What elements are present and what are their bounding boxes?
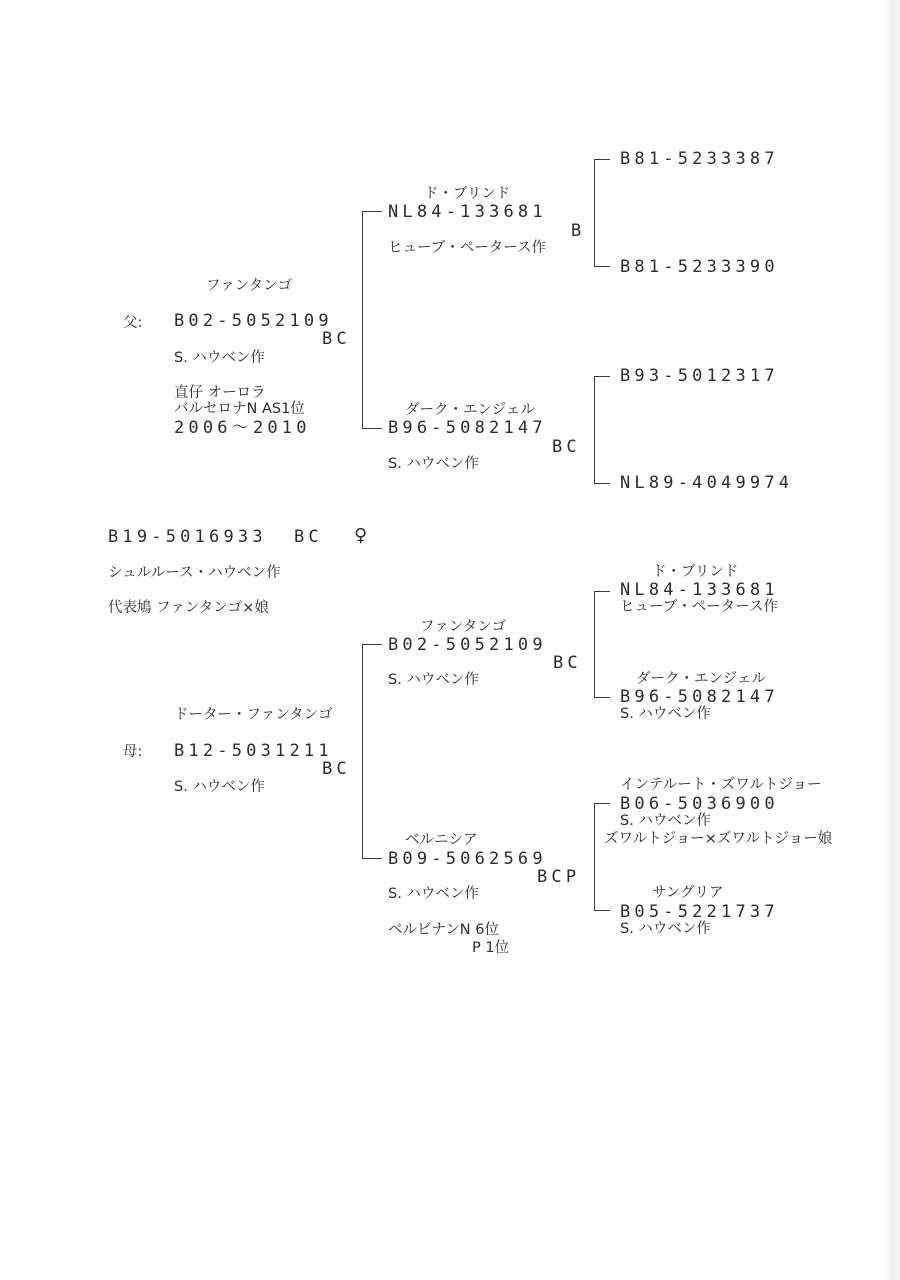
sire-mother-color: BC (552, 437, 581, 457)
dam-mother-sire-note: ズワルトジョー×ズワルトジョー娘 (604, 831, 833, 847)
sire-mother-bracket-top (594, 376, 610, 377)
dam-bracket-bottom (362, 858, 382, 859)
sire-father-name: ド・ブリンド (424, 186, 511, 202)
sire-breeder: S. ハウベン作 (174, 350, 265, 366)
dam-father-dam-name: ダーク・エンジェル (636, 671, 766, 687)
subject-sex-symbol: ♀ (354, 525, 368, 546)
dam-mother-result-1: ベルビナンN 6位 (388, 922, 499, 938)
dam-mother-sire-name: インテルート・ズワルトジョー (620, 777, 822, 793)
dam-role-label: 母: (123, 744, 143, 760)
dam-father-bracket-bottom (594, 697, 610, 698)
page-edge-shadow (886, 0, 900, 1280)
dam-mother-bracket-bottom (594, 910, 610, 911)
dam-father-sire-name: ド・ブリンド (652, 564, 739, 580)
sire-color: BC (322, 329, 351, 349)
subject-breeder: シュルルース・ハウベン作 (108, 565, 281, 581)
sire-bracket-vertical (362, 211, 363, 429)
sire-mother-breeder: S. ハウベン作 (388, 456, 479, 472)
sire-father-bracket-vertical (594, 159, 595, 267)
dam-father-sire-ring: NL84-133681 (620, 580, 779, 600)
dam-bracket-top (362, 644, 382, 645)
dam-bracket-vertical (362, 644, 363, 859)
subject-color: BC (294, 527, 323, 547)
dam-father-dam-breeder: S. ハウベン作 (620, 706, 711, 722)
dam-ring: B12-5031211 (174, 741, 333, 761)
dam-father-dam-ring: B96-5082147 (620, 687, 779, 707)
dam-mother-dam-breeder: S. ハウベン作 (620, 921, 711, 937)
dam-mother-sire-ring: B06-5036900 (620, 794, 779, 814)
dam-mother-sire-breeder: S. ハウベン作 (620, 813, 711, 829)
dam-father-color: BC (553, 653, 582, 673)
subject-note: 代表鳩 ファンタンゴ×娘 (108, 600, 269, 616)
sire-name: ファンタンゴ (206, 278, 293, 294)
dam-mother-bracket-vertical (594, 803, 595, 911)
dam-mother-result-2: P 1位 (472, 940, 510, 956)
dam-father-ring: B02-5052109 (388, 635, 547, 655)
dam-father-sire-breeder: ヒューブ・ペータース作 (620, 599, 779, 615)
sire-mother-mother-ring: NL89-4049974 (620, 473, 794, 493)
dam-mother-name: ベルニシア (405, 832, 478, 848)
sire-remark-2: バルセロナN AS1位 (174, 401, 305, 417)
dam-mother-bracket-top (594, 803, 610, 804)
sire-mother-bracket-vertical (594, 376, 595, 484)
sire-father-father-ring: B81-5233387 (620, 149, 779, 169)
dam-father-bracket-top (594, 591, 610, 592)
sire-father-bracket-bottom (594, 266, 610, 267)
dam-father-breeder: S. ハウベン作 (388, 672, 479, 688)
sire-father-bracket-top (594, 159, 610, 160)
sire-ring: B02-5052109 (174, 311, 333, 331)
sire-role-label: 父: (123, 315, 143, 331)
sire-remark-3: 2006～2010 (174, 418, 311, 438)
sire-father-color: B (571, 221, 586, 241)
dam-mother-ring: B09-5062569 (388, 849, 547, 869)
sire-bracket-top (362, 211, 382, 212)
sire-mother-name: ダーク・エンジェル (405, 402, 535, 418)
dam-breeder: S. ハウベン作 (174, 779, 265, 795)
sire-father-ring: NL84-133681 (388, 202, 547, 222)
dam-father-name: ファンタンゴ (420, 619, 507, 635)
dam-mother-breeder: S. ハウベン作 (388, 886, 479, 902)
sire-father-mother-ring: B81-5233390 (620, 257, 779, 277)
sire-bracket-bottom (362, 428, 382, 429)
sire-remark-1: 直仔 オーロラ (174, 385, 266, 401)
subject-ring: B19-5016933 (108, 527, 267, 547)
dam-mother-dam-name: サングリア (652, 885, 724, 901)
sire-mother-bracket-bottom (594, 483, 610, 484)
dam-father-bracket-vertical (594, 591, 595, 698)
dam-mother-dam-ring: B05-5221737 (620, 902, 779, 922)
sire-mother-father-ring: B93-5012317 (620, 366, 779, 386)
dam-color: BC (322, 759, 351, 779)
sire-father-breeder: ヒューブ・ペータース作 (388, 240, 547, 256)
dam-mother-color: BCP (537, 867, 581, 887)
dam-name: ドーター・ファンタンゴ (174, 707, 333, 723)
sire-mother-ring: B96-5082147 (388, 418, 547, 438)
